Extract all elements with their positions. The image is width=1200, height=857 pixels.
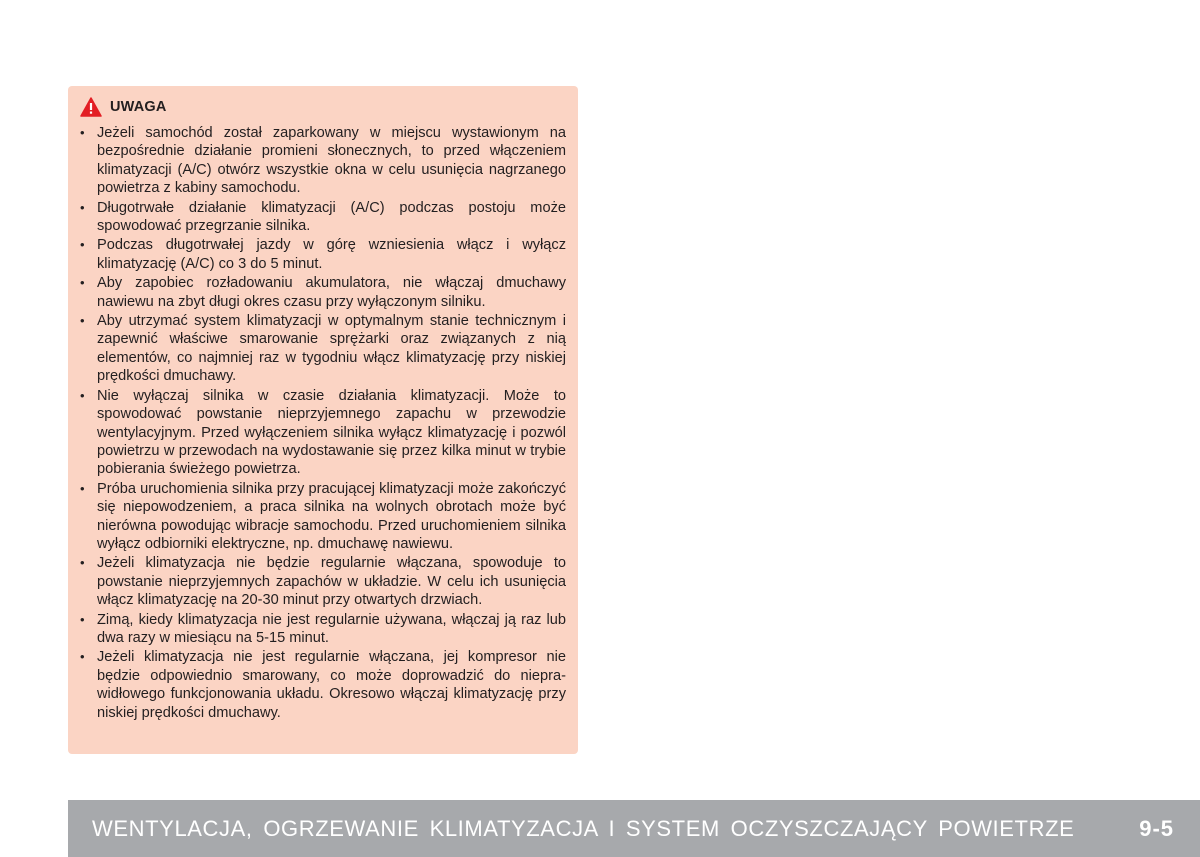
warning-triangle-icon	[80, 97, 102, 117]
list-item: • Aby utrzymać system klimatyzacji w optymalnym stanie technicznym i zapewnić właściwe smarowanie sprężarki oraz związanych z nią elementów, co najmniej raz w tygodniu włącz klimatyzację przy niskiej prędkości dmuchawy.	[80, 312, 566, 386]
list-item: • Nie wyłączaj silnika w czasie działania klimatyzacji. Może to spowodować powstanie nieprzyjemnego zapachu w przewodzie wentylacyjnym. Przed wyłączeniem silnika wyłącz klimatyzację i pozwól powietrzu w przewodach na wydostawanie się przez kilka minut w trybie pobierania świeżego powietrza.	[80, 387, 566, 479]
list-item: • Zimą, kiedy klimatyzacja nie jest regularnie używana, włączaj ją raz lub dwa razy w miesiącu na 5-15 minut.	[80, 611, 566, 648]
list-item: • Aby zapobiec rozładowaniu akumulatora, nie włączaj dmuchawy nawiewu na zbyt długi okres czasu przy wyłączonym silniku.	[80, 274, 566, 311]
warning-title: UWAGA	[110, 99, 167, 115]
chapter-title: WENTYLACJA, OGRZEWANIE KLIMATYZACJA I SYSTEM OCZYSZCZAJĄCY POWIETRZE	[92, 815, 1075, 841]
warning-box	[68, 86, 578, 754]
list-item: • Jeżeli klimatyzacja nie jest regularnie włączana, jej kompresor nie będzie odpowiednio smarowany, co może doprowadzić do nieprawidłowego funkcjonowania układu. Okresowo włączaj klimatyzację przy niskiej prędkości dmuchawy.	[80, 648, 566, 722]
list-item: • Próba uruchomienia silnika przy pracującej klimatyzacji może zakończyć się niepowodzeniem, a praca silnika na wolnych obrotach może być nierówna powodując wibracje samochodu. Przed uruchomieniem silnika wyłącz odbiorniki elektryczne, np. dmuchawę nawiewu.	[80, 480, 566, 554]
footer-bar	[68, 800, 1200, 857]
list-item: • Jeżeli samochód został zaparkowany w miejscu wystawionym na bezpośrednie działanie promieni słonecznych, to przed włączeniem klimatyzacji (A/C) otwórz wszystkie okna w celu usunięcia nagrzanego powietrza z kabiny samochodu.	[80, 124, 566, 198]
warning-list	[80, 124, 566, 722]
list-item: • Długotrwałe działanie klimatyzacji (A/C) podczas postoju może spowodować przegrzanie silnika.	[80, 199, 566, 236]
list-item: • Jeżeli klimatyzacja nie będzie regularnie włączana, spowoduje to powstanie nieprzyjemnych zapachów w układzie. W celu ich usunięcia włącz klimatyzację na 20-30 minut przy otwartych drzwiach.	[80, 554, 566, 609]
page-number: 9-5	[1139, 815, 1174, 841]
list-item: • Podczas długotrwałej jazdy w górę wzniesienia włącz i wyłącz klimatyzację (A/C) co 3 do 5 minut.	[80, 236, 566, 273]
warning-header	[80, 96, 566, 118]
